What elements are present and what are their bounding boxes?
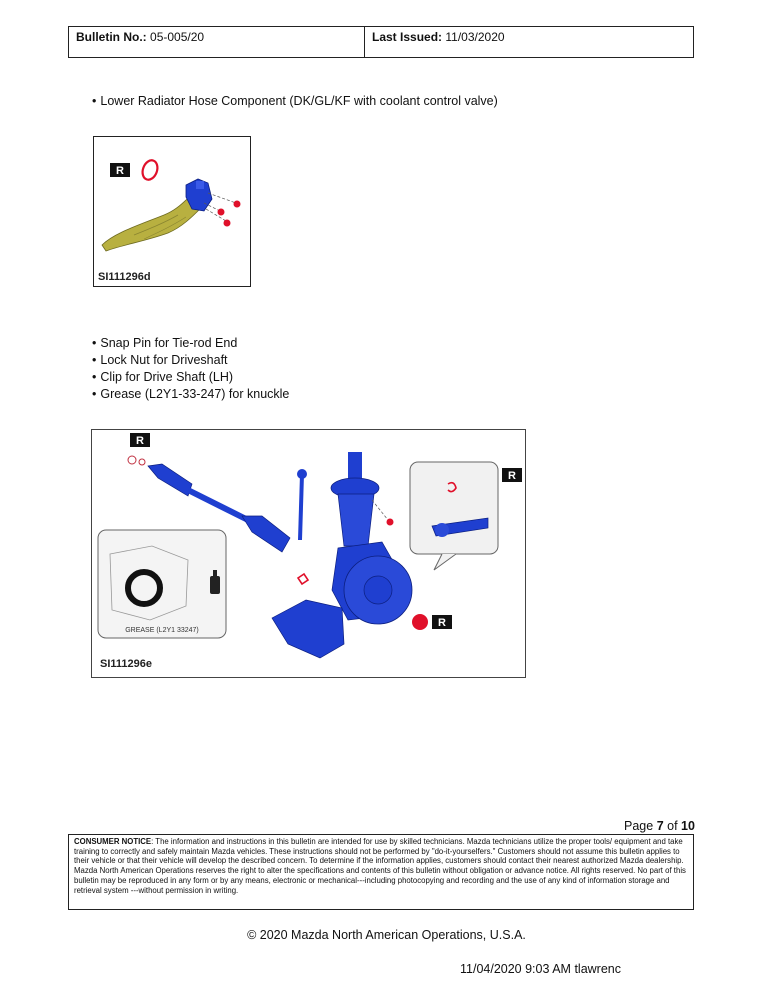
o-ring-icon — [140, 158, 160, 182]
radiator-hose-figure — [93, 136, 251, 287]
bullet-dot: • — [92, 94, 97, 108]
guide-line — [208, 193, 236, 203]
lock-nut-icon — [412, 614, 428, 630]
figure-caption: SI111296d — [98, 271, 151, 283]
lower-arm — [272, 600, 344, 658]
callout-pointer — [434, 554, 456, 570]
clip-item: Clip for Drive Shaft (LH) — [100, 370, 234, 384]
driveshaft-boot — [148, 464, 192, 496]
last-issued-cell — [365, 27, 693, 57]
notice-title: CONSUMER NOTICE — [74, 837, 152, 846]
list-item — [92, 387, 289, 401]
page-of: of — [667, 819, 678, 833]
bullet-dot: • — [92, 336, 97, 350]
bulletin-number-value: 05-005/20 — [150, 30, 205, 44]
copyright-line: © 2020 Mazda North American Operations, U.S.A. — [247, 928, 526, 942]
page-label: Page — [624, 819, 654, 833]
bullet-dot: • — [92, 353, 97, 367]
page-number — [624, 819, 695, 833]
snap-pin-item: Snap Pin for Tie-rod End — [100, 336, 238, 350]
r-badge-letter: R — [438, 617, 446, 629]
grease-label: GREASE (L2Y1 33247) — [125, 627, 199, 634]
bulletin-number-label: Bulletin No.: — [76, 30, 147, 44]
bullet-dot: • — [92, 387, 97, 401]
r-badge-letter: R — [508, 470, 516, 482]
radiator-hose-illustration — [94, 137, 250, 286]
lock-nut-icon — [139, 459, 145, 465]
last-issued-value: 11/03/2020 — [445, 30, 505, 44]
strut-body — [338, 494, 374, 546]
grease-item: Grease (L2Y1-33-247) for knuckle — [100, 387, 290, 401]
list-item — [92, 353, 228, 367]
list-item — [92, 336, 237, 350]
hub-center — [364, 576, 392, 604]
bulletin-header — [68, 26, 694, 58]
bullet-dot: • — [92, 370, 97, 384]
grease-tube-nozzle — [213, 570, 217, 577]
tie-rod-callout — [410, 462, 498, 554]
list-item — [92, 370, 233, 384]
suspension-figure — [91, 429, 526, 678]
lock-nut-item: Lock Nut for Driveshaft — [100, 353, 228, 367]
last-issued-label: Last Issued: — [372, 30, 443, 44]
bolt-icon — [224, 220, 231, 227]
link-joint — [297, 469, 307, 479]
r-badge-letter: R — [136, 435, 144, 447]
consumer-notice — [68, 834, 694, 910]
print-stamp: 11/04/2020 9:03 AM tlawrenc — [460, 962, 621, 976]
figure-caption: SI111296e — [100, 658, 153, 670]
list-item — [92, 94, 498, 108]
connector-highlight — [196, 181, 204, 189]
guide-line — [372, 500, 388, 520]
driveshaft-boot — [242, 516, 290, 552]
bolt-icon — [387, 519, 394, 526]
page-total: 10 — [681, 819, 695, 833]
lock-nut-icon — [128, 456, 136, 464]
r-badge-letter: R — [116, 165, 124, 177]
grease-tube-icon — [210, 576, 220, 594]
page-current: 7 — [656, 819, 664, 833]
clip-icon — [298, 574, 308, 584]
stabilizer-link — [300, 474, 302, 540]
tie-rod-end — [435, 523, 449, 537]
bolt-icon — [218, 209, 225, 216]
notice-text: : The information and instructions in this bulletin are intended for use by skilled technicians. Mazda technicians utilize the proper tools/ equipment and take training to correctly and safely maintain Mazda vehicles. These instructions should not be performed by "do-it-yourselfers." Customers should not assume this bulletin applies to their vehicle or that their vehicle will develop the described concern. To determine if the information applies, customers should contact their nearest authorized Mazda dealership. Mazda North American Operations reserves the right to alter the specifications and contents of this bulletin without obligation or advance notice. All rights reserved. No part of this bulletin may be reproduced in any form or by any means, electronic or mechanical---including photocopying and recording and the use of any kind of information storage and retrieval system ---without permission in writing. — [74, 837, 686, 895]
bulletin-number-cell — [69, 27, 365, 57]
hose-body — [102, 193, 202, 251]
radiator-hose-item: Lower Radiator Hose Component (DK/GL/KF with coolant control valve) — [100, 94, 498, 108]
bolt-icon — [234, 201, 241, 208]
suspension-illustration — [92, 430, 525, 677]
